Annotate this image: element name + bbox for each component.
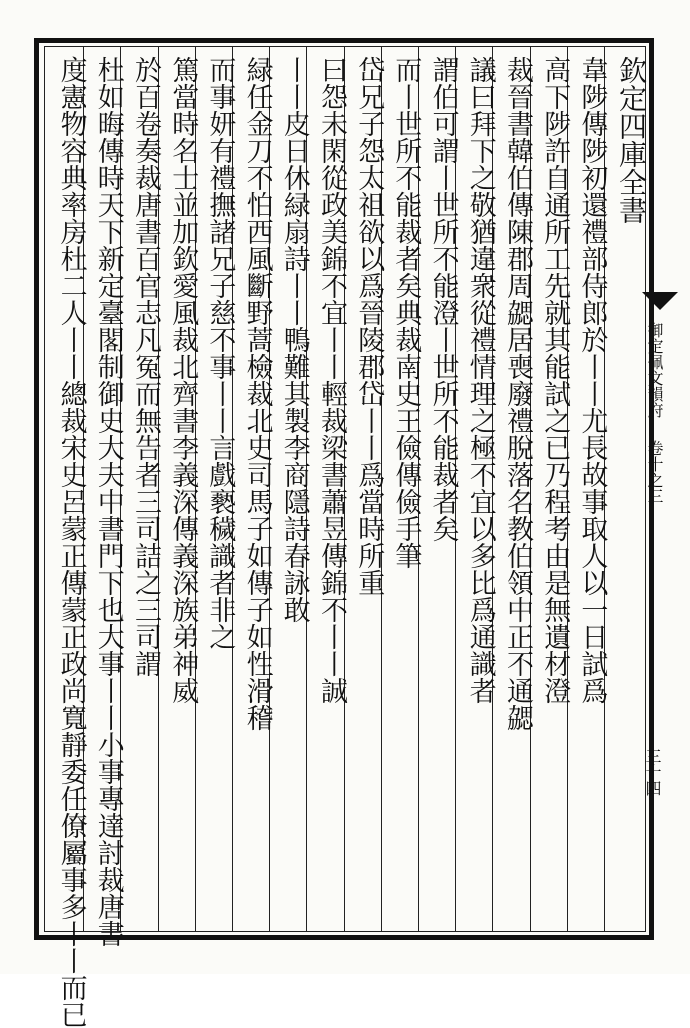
text-column: 丨丨皮日休緑扇詩丨丨鴨難其製李商隱詩春詠敢 [278,56,310,623]
text-column: 韋陟傳陟初還禮部侍郎於丨丨尤長故事取人以一日試爲 [576,56,608,704]
text-column: 議曰拜下之敬猶違衆從禮情理之極不宜以多比爲通識者 [464,56,496,704]
text-column: 度憲物容典率房杜二人丨丨總裁宋史呂蒙正傳蒙正政尚寬靜委任僚屬事多丨丨而已 [55,56,87,1028]
text-column: 曰怨未閑從政美錦不宜丨丨輕裁梁書蕭昱傳錦不丨丨誠 [316,56,347,704]
text-column: 裁晉書韓伯傳陳郡周勰居喪廢禮脫落名教伯領中正不通勰 [502,56,533,731]
text-column: 而事妍有禮撫諸兄子慈不事丨丨言戲褻穢識者非之 [204,56,236,650]
text-column: 岱兄子怨太祖欲以爲晉陵郡岱丨丨爲當時所重 [353,56,385,596]
volume-label: 卷十之三 [645,440,664,504]
text-column: 而丨世所不能裁者矣典裁南史王儉傳儉手筆 [390,56,422,569]
text-column: 謂伯可謂丨世所不能澄丨世所不能裁者矣 [427,56,459,542]
page-number: 三十四 [643,748,662,796]
text-column: 杜如晦傳時天下新定臺閣制御史大夫中書門下也大事丨丨小事專達討裁唐書 [92,56,124,947]
text-column: 篤當時名士並加欽愛風裁北齊書李義深傳義深族弟神威 [167,56,199,704]
text-column: 緑任金刀不怕西風斷野蒿檢裁北史司馬子如傳子如性滑稽 [241,56,273,731]
text-column: 高下陟許自通所工先就其能試之已乃程考由是無遺材澄 [539,56,571,704]
section-name: 御定佩文韻府 [645,322,664,418]
book-title: 欽定四庫全書 [615,56,648,224]
text-column: 於百卷奏裁唐書百官志凡冤而無告者三司詰之三司謂 [130,56,161,677]
